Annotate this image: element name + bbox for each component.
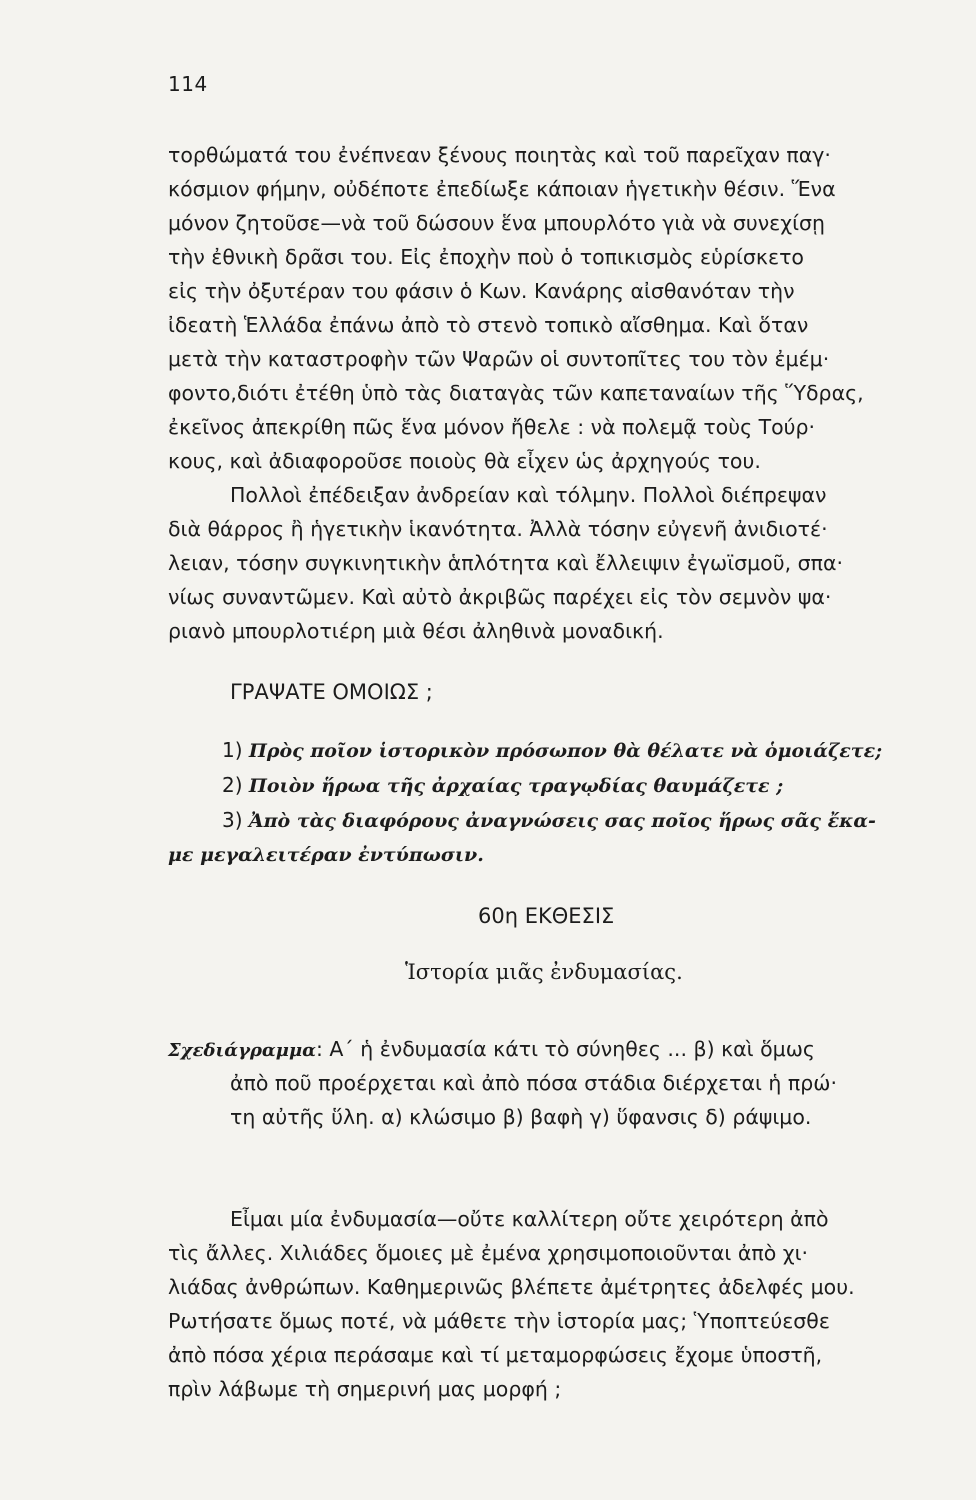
question-text: Ἀπὸ τὰς διαφόρους ἀναγνώσεις σας ποῖος ἥρως σᾶς ἔκα- <box>248 810 876 832</box>
question-3 <box>222 808 876 832</box>
heading-write-similarly: ΓΡΑΨΑΤΕ ΟΜΟΙΩΣ ; <box>230 680 433 704</box>
essay-title: Ἱστορία μιᾶς ἐνδυμασίας. <box>405 960 683 984</box>
question-1 <box>222 738 882 762</box>
text-line: τὶς ἄλλες. Χιλιάδες ὅμοιες μὲ ἐμένα χρησιμοποιοῦνται ἀπὸ χι· <box>168 1241 809 1265</box>
question-text: με μεγαλειτέραν ἐντύπωσιν. <box>168 844 484 866</box>
page-number: 114 <box>168 72 208 96</box>
outline <box>168 1032 958 1134</box>
text-line: λιάδας ἀνθρώπων. Καθημερινῶς βλέπετε ἀμέτρητες ἀδελφές μου. <box>168 1275 855 1299</box>
text-line: φοντο,διότι ἐτέθη ὑπὸ τὰς διαταγὰς τῶν καπεταναίων τῆς Ὕδρας, <box>168 381 864 405</box>
text-line: λειαν, τόσην συγκινητικὴν ἁπλότητα καὶ ἔλλειψιν ἐγωϊσμοῦ, σπα· <box>168 551 843 575</box>
outline-label: Σχεδιάγραμμα <box>168 1040 316 1061</box>
text-line: πρὶν λάβωμε τὴ σημερινή μας μορφή ; <box>168 1377 562 1401</box>
text-line: ἀπὸ πόσα χέρια περάσαμε καὶ τί μεταμορφώσεις ἔχομε ὑποστῆ, <box>168 1343 823 1367</box>
text-line: ἐκεῖνος ἀπεκρίθη πῶς ἕνα μόνον ἤθελε : νὰ πολεμᾷ τοὺς Τούρ· <box>168 415 816 439</box>
text-line: νίως συναντῶμεν. Καὶ αὐτὸ ἀκριβῶς παρέχει εἰς τὸν σεμνὸν ψα· <box>168 585 832 609</box>
text-line: Πολλοὶ ἐπέδειξαν ἀνδρείαν καὶ τόλμην. Πολλοὶ διέπρεψαν <box>230 483 827 507</box>
question-text: Ποιὸν ἥρωα τῆς ἀρχαίας τραγῳδίας θαυμάζετε ; <box>248 775 784 797</box>
text-line: ριανὸ μπουρλοτιέρη μιὰ θέσι ἀληθινὰ μοναδική. <box>168 619 664 643</box>
text-line: Ρωτήσατε ὅμως ποτέ, νὰ μάθετε τὴν ἱστορία μας; Ὑποπτεύεσθε <box>168 1309 830 1333</box>
outline-text: : Α΄ ἡ ἐνδυμασία κάτι τὸ σύνηθες ... β) καὶ ὅμως <box>315 1037 815 1061</box>
text-line: τὴν ἐθνικὴ δρᾶσι του. Εἰς ἐποχὴν ποὺ ὁ τοπικισμὸς εὑρίσκετο <box>168 245 804 269</box>
question-2 <box>222 773 783 797</box>
text-line: Εἶμαι μία ἐνδυμασία—οὔτε καλλίτερη οὔτε χειρότερη ἀπὸ <box>230 1207 829 1231</box>
text-line: ἰδεατὴ Ἑλλάδα ἐπάνω ἀπὸ τὸ στενὸ τοπικὸ αἴσθημα. Καὶ ὅταν <box>168 313 809 337</box>
question-3-continuation <box>168 842 484 866</box>
text-line: τορθώματά του ἐνέπνεαν ξένους ποιητὰς καὶ τοῦ παρεῖχαν παγ· <box>168 143 831 167</box>
essay-number: 60η ΕΚΘΕΣΙΣ <box>478 904 615 928</box>
text-line: διὰ θάρρος ἢ ἡγετικὴν ἱκανότητα. Ἀλλὰ τόσην εὐγενῆ ἀνιδιοτέ· <box>168 517 828 541</box>
text-line: μετὰ τὴν καταστροφὴν τῶν Ψαρῶν οἱ συντοπῖτες του τὸν ἐμέμ· <box>168 347 830 371</box>
question-number: 3) <box>222 808 243 832</box>
outline-line: τη αὐτῆς ὕλη. α) κλώσιμο β) βαφὴ γ) ὕφανσις δ) ράψιμο. <box>230 1105 812 1129</box>
text-line: κόσμιον φήμην, οὐδέποτε ἐπεδίωξε κάποιαν ἡγετικὴν θέσιν. Ἕνα <box>168 177 836 201</box>
paragraph-2 <box>168 478 958 648</box>
paragraph-1 <box>168 138 958 478</box>
question-text: Πρὸς ποῖον ἱστορικὸν πρόσωπον θὰ θέλατε νὰ ὁμοιάζετε; <box>248 740 883 762</box>
paragraph-3 <box>168 1202 958 1406</box>
text-line: κους, καὶ ἀδιαφοροῦσε ποιοὺς θὰ εἶχεν ὡς ἀρχηγούς του. <box>168 449 761 473</box>
outline-line: ἀπὸ ποῦ προέρχεται καὶ ἀπὸ πόσα στάδια διέρχεται ἡ πρώ· <box>230 1071 837 1095</box>
outline-line <box>168 1032 958 1066</box>
text-line: εἰς τὴν ὀξυτέραν του φάσιν ὁ Κων. Κανάρης αἰσθανόταν τὴν <box>168 279 795 303</box>
text-line: μόνον ζητοῦσε—νὰ τοῦ δώσουν ἕνα μπουρλότο γιὰ νὰ συνεχίσῃ <box>168 211 825 235</box>
question-number: 1) <box>222 738 243 762</box>
question-number: 2) <box>222 773 243 797</box>
